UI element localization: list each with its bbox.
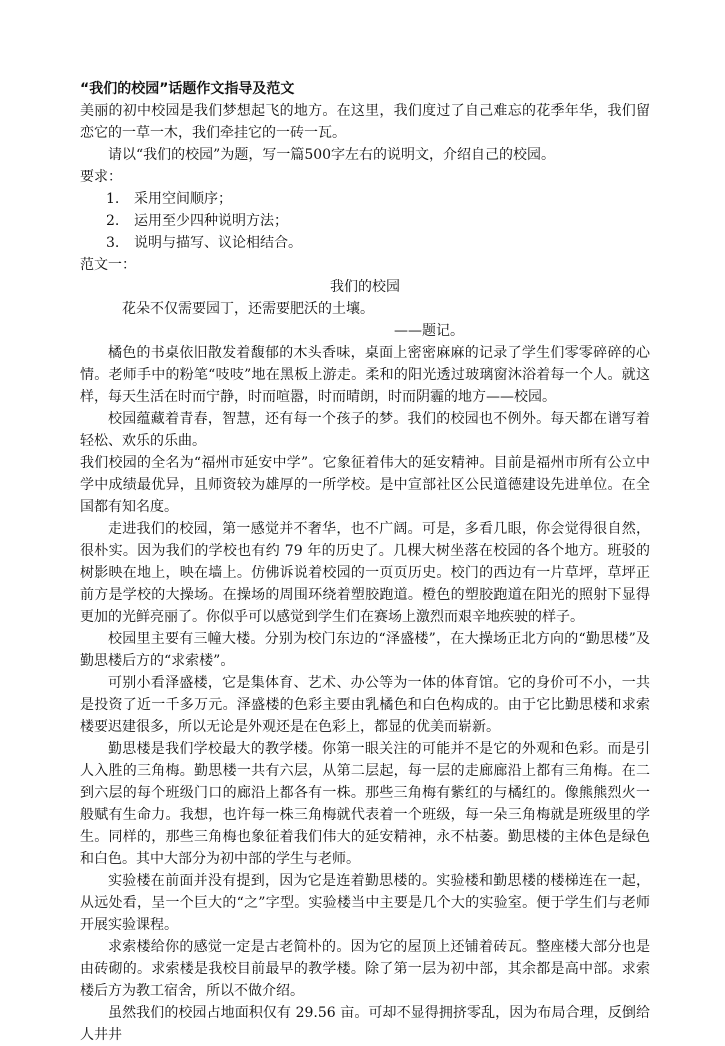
requirement-number: 2. bbox=[106, 213, 120, 229]
requirements-label: 要求： bbox=[80, 169, 122, 185]
requirement-text: 采用空间顺序； bbox=[134, 191, 232, 207]
requirement-item bbox=[80, 232, 650, 254]
essay-paragraph: 走进我们的校园，第一感觉并不奢华，也不广阔。可是，多看几眼，你会觉得很自然，很朴实。因为我们的学校也有约 79 年的历史了。几棵大树坐落在校园的各个地方。班驳的树影映在地上，映在墙上。仿佛诉说着校园的一页页历史。校门的西边有一片草坪，草坪正前方是学校的大操场。在操场的周围环绕着塑胶跑道。橙色的塑胶跑道在阳光的照射下显得更加的光鲜亮丽了。你似乎可以感觉到学生们在赛场上激烈而艰辛地疾驶的样子。 bbox=[80, 521, 650, 625]
epigraph: 花朵不仅需要园丁，还需要肥沃的土壤。 bbox=[122, 301, 374, 317]
essay-paragraph: 可别小看泽盛楼，它是集体育、艺术、办公等为一体的体育馆。它的身价可不小，一共是投资了近一千多万元。泽盛楼的色彩主要由乳橘色和白色构成的。由于它比勤思楼和求索楼要迟建很多，所以无论是外观还是在色彩上，都显的优美而崭新。 bbox=[80, 675, 650, 735]
essay-paragraph: 勤思楼是我们学校最大的教学楼。你第一眼关注的可能并不是它的外观和色彩。而是引人入胜的三角梅。勤思楼一共有六层，从第二层起，每一层的走廊廊沿上都有三角梅。在二到六层的每个班级门口的廊沿上都各有一株。那些三角梅有紫红的与橘红的。像熊熊烈火一般赋有生命力。我想，也许每一株三角梅就代表着一个班级，每一朵三角梅就是班级里的学生。同样的，那些三角梅也象征着我们伟大的延安精神，永不枯萎。勤思楼的主体色是绿色和白色。其中大部分为初中部的学生与老师。 bbox=[80, 741, 650, 867]
essay-paragraph: 校园蕴藏着青春，智慧，还有每一个孩子的梦。我们的校园也不例外。每天都在谱写着轻松、欢乐的乐曲。 bbox=[80, 411, 650, 449]
requirement-text: 运用至少四种说明方法； bbox=[134, 213, 288, 229]
requirement-item bbox=[80, 188, 650, 210]
essay-paragraph: 橘色的书桌依旧散发着馥郁的木头香味，桌面上密密麻麻的记录了学生们零零碎碎的心情。老师手中的粉笔“吱吱”地在黑板上游走。柔和的阳光透过玻璃窗沐浴着每一个人。就这样，每天生活在时而宁静，时而喧嚣，时而晴朗，时而阴霾的地方——校园。 bbox=[80, 345, 650, 405]
document-title: “我们的校园”话题作文指导及范文 bbox=[80, 81, 295, 97]
epigraph-sign: ——题记。 bbox=[394, 323, 464, 339]
essay-title: 我们的校园 bbox=[330, 279, 400, 295]
prompt-paragraph: 请以“我们的校园”为题，写一篇500字左右的说明文，介绍自己的校园。 bbox=[108, 147, 556, 163]
intro-paragraph: 美丽的初中校园是我们梦想起飞的地方。在这里，我们度过了自己难忘的花季年华，我们留恋它的一草一木，我们牵挂它的一砖一瓦。 bbox=[80, 103, 650, 141]
requirement-item bbox=[80, 210, 650, 232]
requirement-number: 1. bbox=[106, 191, 120, 207]
requirement-number: 3. bbox=[106, 235, 120, 251]
requirements-list bbox=[80, 188, 650, 254]
essay-paragraph: 实验楼在前面并没有提到，因为它是连着勤思楼的。实验楼和勤思楼的楼梯连在一起，从远处看，呈一个巨大的“之”字型。实验楼当中主要是几个大的实验室。便于学生们与老师开展实验课程。 bbox=[80, 873, 650, 933]
essay-body bbox=[80, 342, 650, 1046]
essay-paragraph: 虽然我们的校园占地面积仅有 29.56 亩。可却不显得拥挤零乱，因为布局合理，反倒给人井井 bbox=[80, 1005, 650, 1043]
essay-paragraph: 校园里主要有三幢大楼。分别为校门东边的“泽盛楼”，在大操场正北方向的“勤思楼”及勤思楼后方的“求索楼”。 bbox=[80, 631, 650, 669]
essay-paragraph: 求索楼给你的感觉一定是古老简朴的。因为它的屋顶上还铺着砖瓦。整座楼大部分也是由砖砌的。求索楼是我校目前最早的教学楼。除了第一层为初中部，其余都是高中部。求索楼后方为教工宿舍，所以不做介绍。 bbox=[80, 939, 650, 999]
requirement-text: 说明与描写、议论相结合。 bbox=[134, 235, 302, 251]
document-page bbox=[80, 78, 650, 1046]
essay-paragraph: 我们校园的全名为“福州市延安中学”。它象征着伟大的延安精神。目前是福州市所有公立中学中成绩最优异，且师资较为雄厚的一所学校。是中宣部社区公民道德建设先进单位。在全国都有知名度。 bbox=[80, 455, 650, 515]
sample-label: 范文一： bbox=[80, 257, 136, 273]
